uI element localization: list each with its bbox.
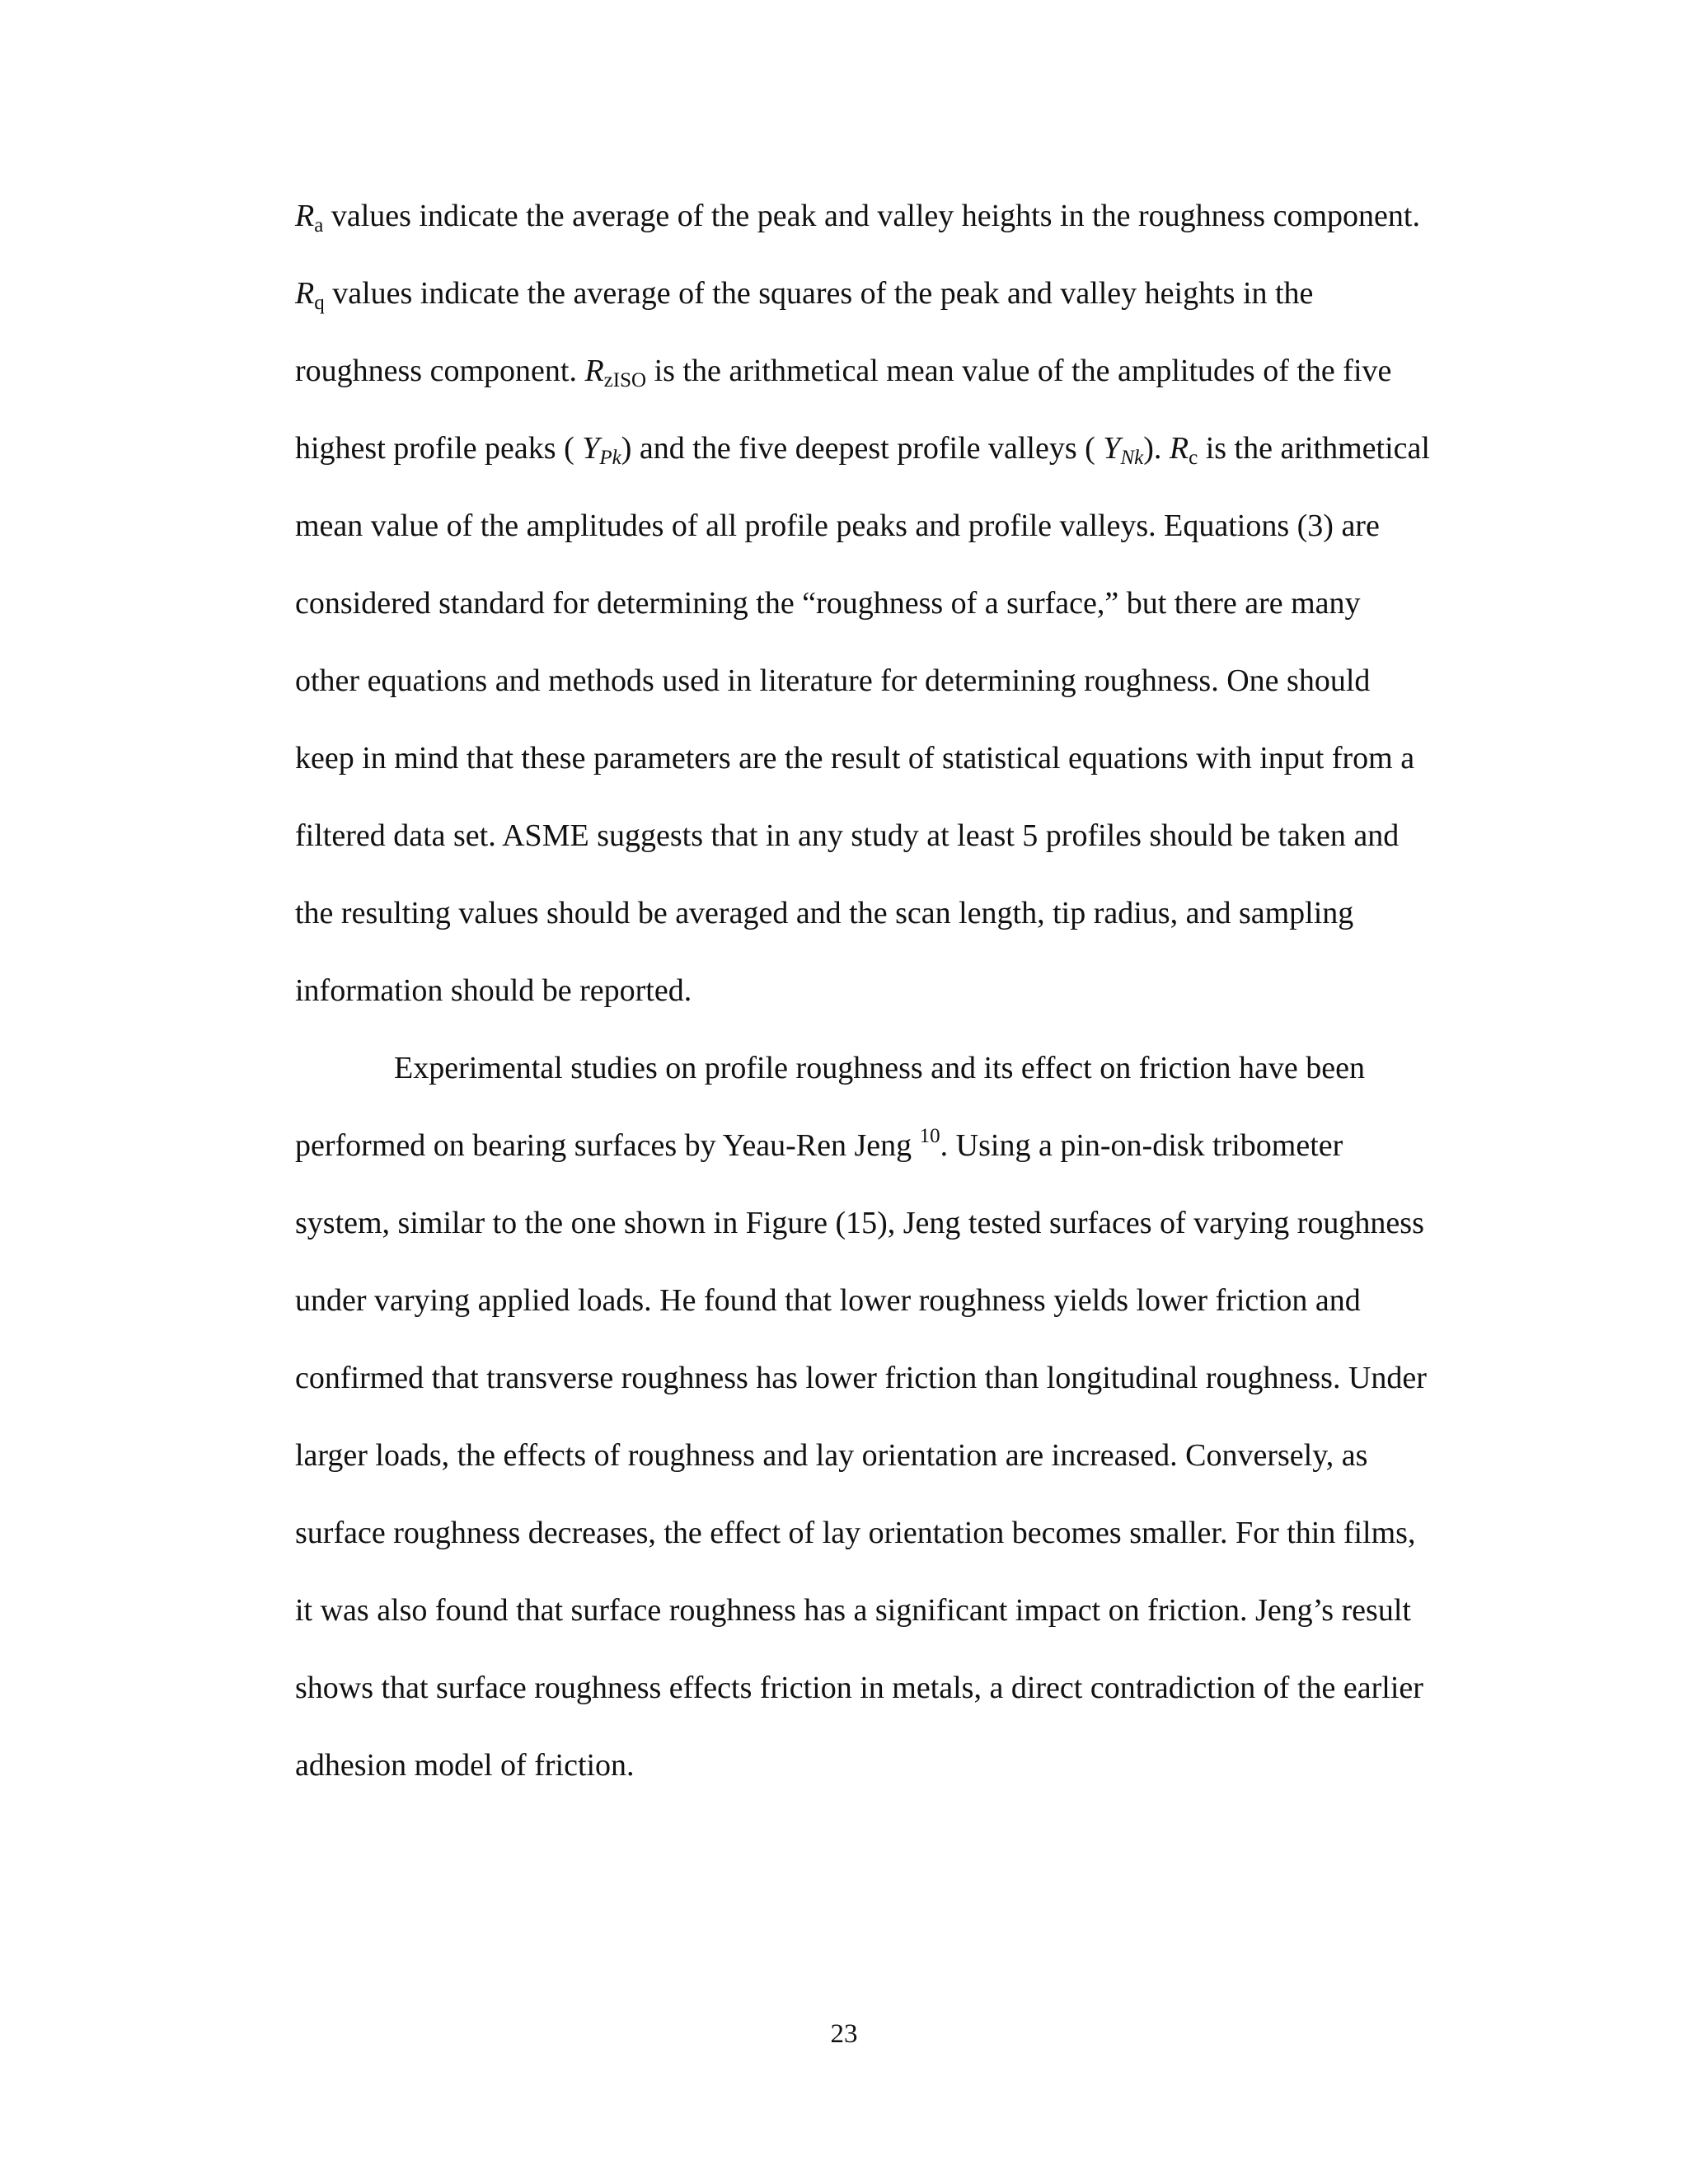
text-line	[295, 1591, 1411, 1630]
line-text: information should be reported.	[295, 973, 692, 1008]
text-line	[295, 351, 1391, 391]
symbol-R: R	[584, 354, 604, 388]
subscript: zISO	[603, 369, 647, 391]
text-line	[295, 971, 692, 1010]
text-line	[295, 506, 1380, 546]
line-text: other equations and methods used in literature for determining roughness. One should	[295, 663, 1371, 698]
text-line	[295, 1668, 1423, 1708]
subscript: c	[1189, 447, 1198, 469]
text-line	[295, 274, 1313, 313]
text-line	[295, 1746, 635, 1785]
subscript: Nk	[1120, 447, 1144, 469]
text-line	[295, 429, 1430, 468]
line-text: system, similar to the one shown in Figure (15), Jeng tested surfaces of varying roughness	[295, 1206, 1424, 1240]
line-text: is the arithmetical	[1198, 431, 1430, 466]
symbol-R: R	[1169, 431, 1189, 466]
text-line	[295, 1126, 1343, 1165]
citation-superscript: 10	[919, 1124, 940, 1147]
line-text: is the arithmetical mean value of the amplitudes of the five	[646, 354, 1392, 388]
line-text: shows that surface roughness effects friction in metals, a direct contradiction of the earlier	[295, 1671, 1423, 1705]
text-line	[295, 196, 1420, 236]
symbol-Y: Y	[1103, 431, 1121, 466]
line-text: it was also found that surface roughness has a significant impact on friction. Jeng’s result	[295, 1593, 1411, 1628]
line-text: confirmed that transverse roughness has lower friction than longitudinal roughness. Under	[295, 1361, 1427, 1395]
symbol-R: R	[295, 276, 315, 311]
line-text: surface roughness decreases, the effect of lay orientation becomes smaller. For thin films,	[295, 1516, 1416, 1550]
text-line	[295, 661, 1370, 701]
text-line	[295, 738, 1414, 778]
line-text: mean value of the amplitudes of all profile peaks and profile valleys. Equations (3) are	[295, 509, 1380, 543]
line-text: adhesion model of friction.	[295, 1748, 635, 1783]
line-text: Experimental studies on profile roughness and its effect on friction have been	[394, 1051, 1365, 1085]
text-line	[295, 1358, 1427, 1398]
line-text: filtered data set. ASME suggests that in any study at least 5 profiles should be taken and	[295, 818, 1400, 853]
line-text: larger loads, the effects of roughness and lay orientation are increased. Conversely, as	[295, 1438, 1368, 1473]
line-text: the resulting values should be averaged and the scan length, tip radius, and sampling	[295, 896, 1354, 930]
text-line	[295, 1436, 1367, 1475]
line-text: . Using a pin-on-disk tribometer	[940, 1128, 1343, 1163]
page-number: 23	[830, 2019, 858, 2049]
line-text: performed on bearing surfaces by Yeau-Ren Jeng	[295, 1128, 920, 1163]
line-text: under varying applied loads. He found that lower roughness yields lower friction and	[295, 1283, 1361, 1318]
line-text: values indicate the average of the peak and valley heights in the roughness component.	[323, 199, 1420, 233]
text-line	[394, 1048, 1365, 1088]
line-text: values indicate the average of the squares of the peak and valley heights in the	[324, 276, 1314, 311]
text-line	[295, 583, 1361, 623]
line-text: keep in mind that these parameters are the result of statistical equations with input from a	[295, 741, 1415, 776]
symbol-Y: Y	[582, 431, 600, 466]
line-text: roughness component.	[295, 354, 585, 388]
text-line	[295, 1203, 1424, 1243]
text-line	[295, 1513, 1415, 1553]
symbol-R: R	[295, 199, 315, 233]
text-line	[295, 816, 1399, 855]
line-text: considered standard for determining the “roughness of a surface,” but there are many	[295, 586, 1361, 621]
line-text: ).	[1143, 431, 1170, 466]
line-text: ) and the five deepest profile valleys (	[621, 431, 1104, 466]
subscript: Pk	[599, 447, 621, 469]
line-text: highest profile peaks (	[295, 431, 583, 466]
text-line	[295, 893, 1353, 933]
subscript: q	[314, 292, 325, 314]
text-line	[295, 1281, 1361, 1320]
subscript: a	[314, 214, 324, 237]
